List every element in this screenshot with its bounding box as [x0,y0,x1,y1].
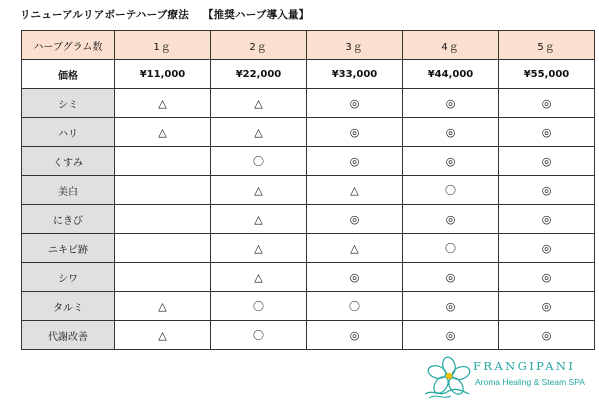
rating-cell: 〇 [211,147,307,176]
rating-cell: ◎ [403,263,499,292]
rating-cell: △ [307,176,403,205]
title-subtitle: 【推奨ハーブ導入量】 [202,9,310,21]
row-label: にきび [22,205,115,234]
table-row [22,263,595,292]
rating-cell: ◎ [499,321,595,350]
rating-cell: ◎ [499,147,595,176]
row-label: シワ [22,263,115,292]
rating-cell: ◎ [403,292,499,321]
row-label: ハリ [22,118,115,147]
rating-cell: ◎ [499,89,595,118]
rating-cell: ◎ [307,263,403,292]
row-label: 代謝改善 [22,321,115,350]
rating-cell: ◎ [307,89,403,118]
rating-cell [115,234,211,263]
brand-name: FRANGIPANI [473,359,576,373]
rating-cell: ◎ [499,205,595,234]
price-label: 価格 [22,60,115,89]
herb-dosage-table [21,30,595,350]
row-label: 美白 [22,176,115,205]
frangipani-logo [423,356,599,400]
table-row [22,89,595,118]
table-row [22,205,595,234]
header-column: 5ｇ [499,31,595,60]
rating-cell: ◎ [403,118,499,147]
rating-cell: ◎ [499,118,595,147]
rating-cell: △ [211,263,307,292]
rating-cell: △ [211,89,307,118]
rating-cell: ◎ [307,147,403,176]
rating-cell: ◎ [499,234,595,263]
rating-cell: △ [211,118,307,147]
table-row [22,176,595,205]
price-cell: ¥11,000 [115,60,211,89]
rating-cell: △ [115,89,211,118]
rating-cell: △ [115,118,211,147]
rating-cell: ◎ [403,89,499,118]
rating-cell: △ [211,176,307,205]
rating-cell: ◎ [307,321,403,350]
rating-cell: ◎ [307,205,403,234]
price-cell: ¥22,000 [211,60,307,89]
rating-cell: △ [307,234,403,263]
table-row [22,234,595,263]
rating-cell: ◎ [499,263,595,292]
header-label: ハーブグラム数 [22,31,115,60]
rating-cell: △ [115,292,211,321]
rating-cell: 〇 [211,321,307,350]
rating-cell: ◎ [403,205,499,234]
rating-cell: ◎ [403,147,499,176]
page-title [20,7,309,22]
rating-cell [115,205,211,234]
price-cell: ¥44,000 [403,60,499,89]
rating-cell: △ [211,205,307,234]
title-text: リニューアルリアボーテハーブ療法 [20,9,189,21]
rating-cell [115,263,211,292]
brand-tagline: Aroma Healing & Steam SPA [475,377,585,387]
rating-cell [115,147,211,176]
table-row [22,147,595,176]
header-column: 4ｇ [403,31,499,60]
table-row [22,118,595,147]
rating-cell: 〇 [211,292,307,321]
header-column: 3ｇ [307,31,403,60]
header-row [22,31,595,60]
header-column: 2ｇ [211,31,307,60]
table-row [22,292,595,321]
rating-cell: ◎ [403,321,499,350]
rating-cell: ◎ [307,118,403,147]
row-label: ニキビ跡 [22,234,115,263]
price-cell: ¥55,000 [499,60,595,89]
rating-cell: △ [211,234,307,263]
rating-cell [115,176,211,205]
row-label: シミ [22,89,115,118]
rating-cell: ◎ [499,292,595,321]
table-row [22,321,595,350]
row-label: くすみ [22,147,115,176]
rating-cell: ◎ [499,176,595,205]
header-column: 1ｇ [115,31,211,60]
rating-cell: 〇 [403,176,499,205]
rating-cell: 〇 [403,234,499,263]
row-label: タルミ [22,292,115,321]
rating-cell: △ [115,321,211,350]
rating-cell: 〇 [307,292,403,321]
price-cell: ¥33,000 [307,60,403,89]
price-row [22,60,595,89]
